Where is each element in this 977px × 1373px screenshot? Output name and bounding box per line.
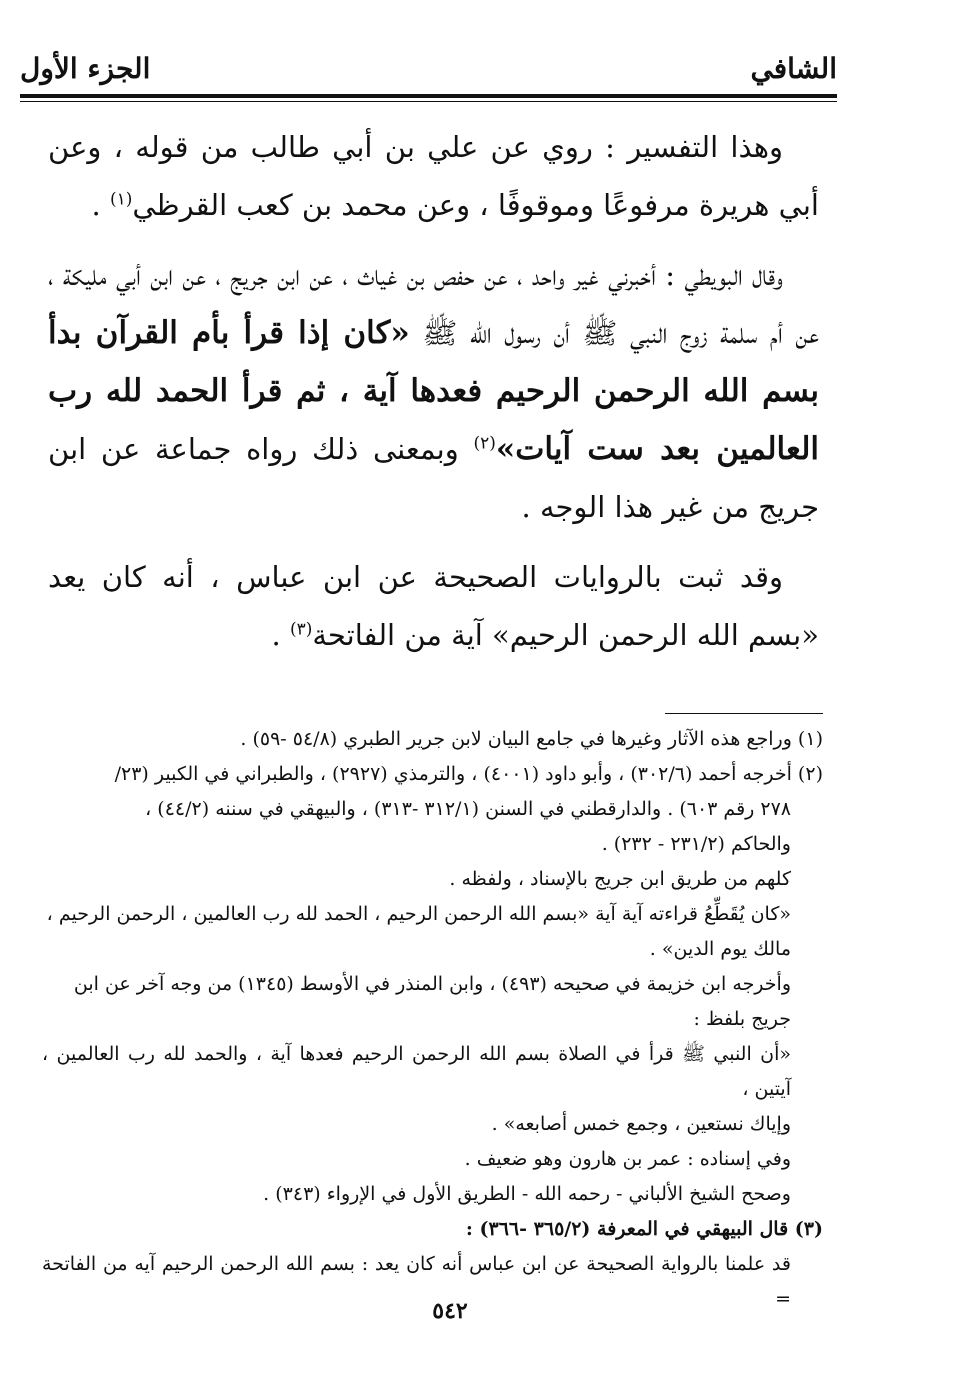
body-paragraph [48, 548, 819, 664]
footnote-line: والحاكم (٢٣١/٢ - ٢٣٢) . [601, 833, 791, 855]
body-text: وقد ثبت بالروايات الصحيحة عن ابن عباس ، أنه كان يعد «بسم الله الرحمن الرحيم» آية من الفاتحة [48, 560, 819, 652]
header-rule-thin [20, 101, 837, 102]
footnote-line: قد علمنا بالرواية الصحيحة عن ابن عباس أنه كان يعد : بسم الله الرحمن الرحيم آيه من الفاتحة = [42, 1253, 791, 1310]
body-paragraph [48, 118, 819, 234]
footnote: (٢) أخرجه أحمد (٣٠٢/٦) ، وأبو داود (٤٠٠١) ، والترمذي (٢٩٢٧) ، والطبراني في الكبير (٢٣/ [114, 763, 823, 785]
footnote: (١) وراجع هذه الآثار وغيرها في جامع البيان لابن جرير الطبري (٥٤/٨ -٥٩) . [240, 728, 823, 750]
footnote-line: وأخرجه ابن خزيمة في صحيحه (٤٩٣) ، وابن المنذر في الأوسط (١٣٤٥) من وجه آخر عن ابن [73, 973, 791, 995]
footnote-line: وصحح الشيخ الألباني - رحمه الله - الطريق الأول في الإرواء (٣٤٣) . [263, 1183, 791, 1205]
footnote-line: وإياك نستعين ، وجمع خمس أصابعه» . [491, 1113, 791, 1135]
footnote-separator [665, 713, 823, 714]
footnote-line: كلهم من طريق ابن جريج بالإسناد ، ولفظه . [449, 868, 791, 890]
footnote-line: «أن النبي ﷺ قرأ في الصلاة بسم الله الرحمن الرحيم فعدها آية ، والحمد لله رب العالمين ، آيتين ، [42, 1043, 791, 1100]
hadith-quote: «كان إذا قرأ بأم القرآن بدأ بسم الله الرحمن الرحيم فعدها آية ، ثم قرأ الحمد لله رب العالمين بعد ست آيات» [48, 315, 820, 467]
footnotes [42, 722, 823, 1317]
footnote-line: مالك يوم الدين» . [649, 938, 791, 960]
body-text: . [271, 618, 290, 652]
book-title: الشافي [750, 52, 837, 85]
body-paragraph [48, 246, 819, 536]
main-text [48, 118, 819, 676]
footnote-ref: (٢) [473, 433, 496, 454]
footnote-line: وفي إسناده : عمر بن هارون وهو ضعيف . [464, 1148, 791, 1170]
footnote-ref: (١) [109, 189, 133, 210]
header-rule-thick [20, 94, 837, 98]
volume-label: الجزء الأول [20, 52, 151, 85]
body-text: وبمعنى ذلك رواه جماعة عن ابن جريج من غير هذا الوجه . [48, 432, 819, 524]
footnote-ref: (٣) [289, 619, 313, 640]
page-number: ٥٤٢ [432, 1298, 468, 1324]
footnote-line: «كان يُقَطِّعُ قراءته آية آية «بسم الله الرحمن الرحيم ، الحمد لله رب العالمين ، الرحمن الرحيم ، [46, 903, 791, 925]
body-text: وهذا التفسير : روي عن علي بن أبي طالب من قوله ، وعن أبي هريرة مرفوعًا وموقوفًا ، وعن محمد بن كعب القرظي [48, 130, 819, 222]
body-text: . [91, 188, 110, 222]
running-header [20, 52, 837, 92]
footnote: (٣) قال البيهقي في المعرفة (٣٦٥/٢ -٣٦٦) : [465, 1218, 823, 1240]
footnote-line: ٢٧٨ رقم ٦٠٣) . والدارقطني في السنن (٣١٢/١ -٣١٣) ، والبيهقي في سننه (٤٤/٢) ، [145, 798, 791, 820]
body-text: وقال البويطي : أخبرني غير واحد ، عن حفص بن غياث ، عن ابن جريج ، عن ابن أبي مليكة ، عن أم سلمة زوج النبي ﷺ أن رسول الله ﷺ [48, 258, 820, 350]
footnote-line: جريج بلفظ : [693, 1008, 791, 1030]
